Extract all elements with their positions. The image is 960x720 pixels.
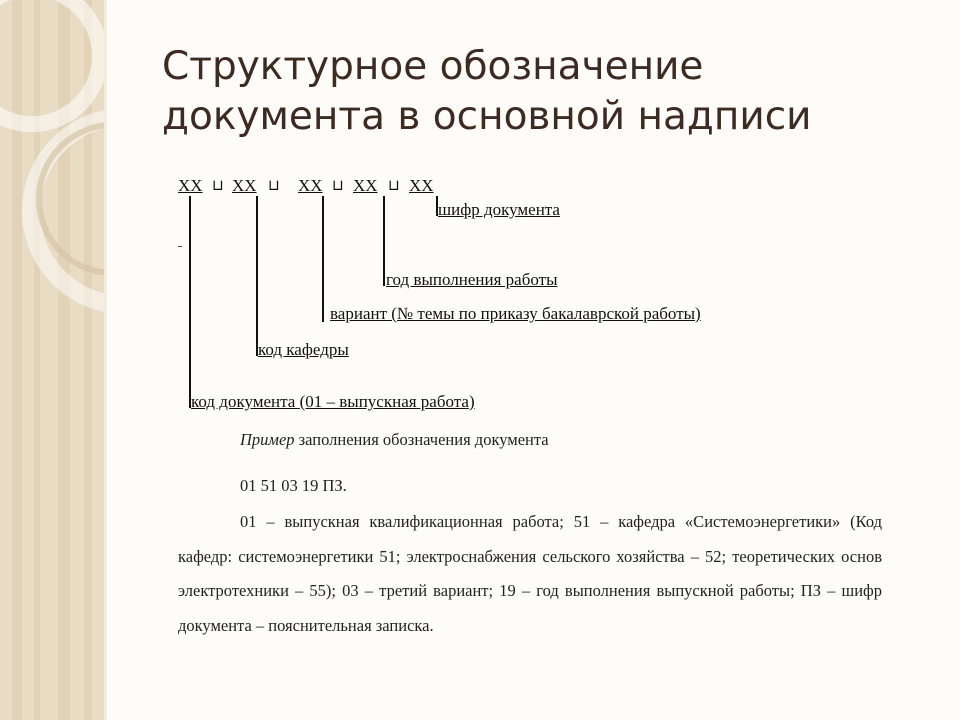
- example-code: 01 51 03 19 ПЗ.: [240, 476, 347, 495]
- connector-line-variant: [322, 196, 324, 322]
- separator-mark: ⊔: [388, 178, 400, 194]
- label-variant: вариант (№ темы по приказу бакалаврской работы): [330, 304, 701, 323]
- label-document: код документа (01 – выпускная работа): [191, 392, 475, 411]
- stray-mark: [178, 246, 182, 247]
- title-line-1: Структурное обозначение: [162, 44, 704, 89]
- example-heading-rest: заполнения обозначения документа: [294, 430, 549, 449]
- connector-line-document: [189, 196, 191, 408]
- label-year: год выполнения работы: [386, 270, 558, 289]
- code-segment-variant: XX: [298, 176, 323, 195]
- label-department: код кафедры: [258, 340, 349, 359]
- separator-mark: ⊔: [212, 178, 224, 194]
- connector-line-department: [256, 196, 258, 356]
- example-description: 01 – выпускная квалификационная работа; 51 – кафедра «Системоэнергетики» (Код кафедр: системоэнергетики 51; электроснабжения сельского хозяйства – 52; теоретических основ электротехники – 55); 03 – третий вариант; 19 – год выполнения выпускной работы; ПЗ – шифр документа – пояснительная записка.: [178, 512, 882, 635]
- code-segment-document: XX: [178, 176, 203, 195]
- example-heading: [240, 430, 549, 450]
- separator-mark: ⊔: [268, 178, 280, 194]
- code-segment-year: XX: [353, 176, 378, 195]
- code-segment-department: XX: [232, 176, 257, 195]
- title-line-2: документа в основной надписи: [162, 94, 812, 139]
- label-cipher: шифр документа: [438, 200, 560, 219]
- example-heading-italic: Пример: [240, 430, 295, 449]
- connector-line-year: [383, 196, 385, 286]
- separator-mark: ⊔: [332, 178, 344, 194]
- code-segment-cipher: XX: [409, 176, 434, 195]
